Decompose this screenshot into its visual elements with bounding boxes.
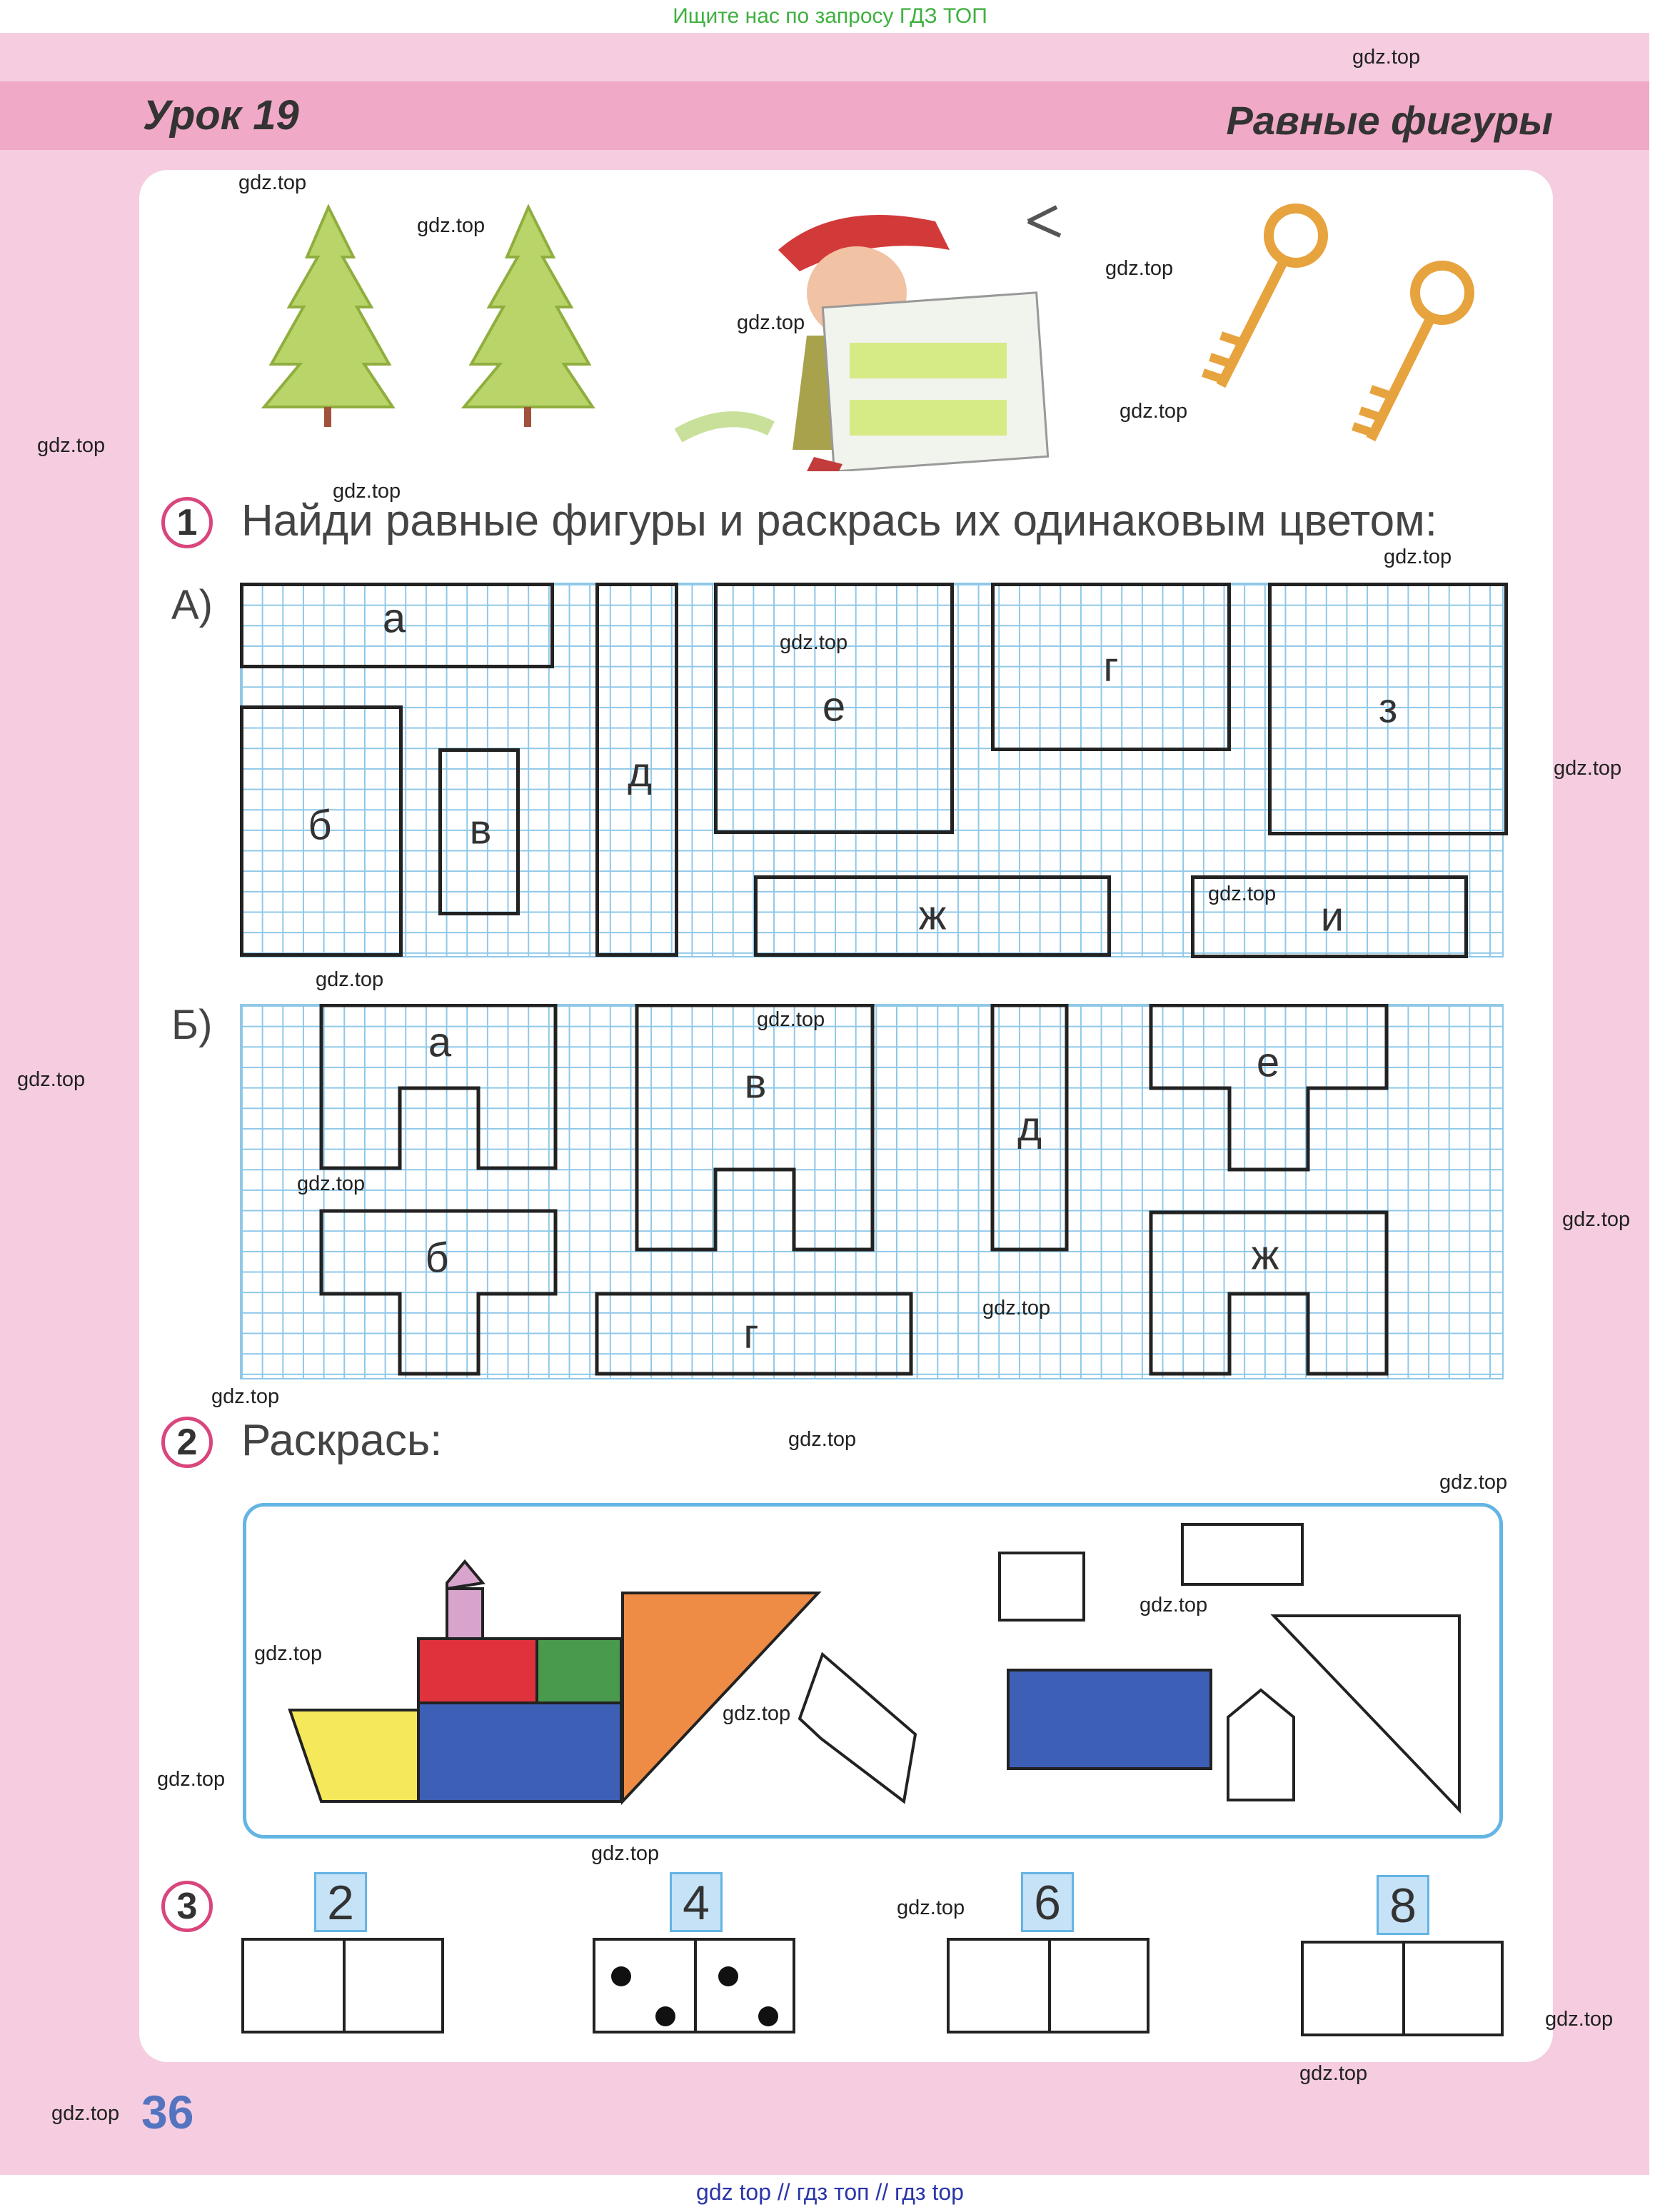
watermark: gdz.top xyxy=(254,1642,323,1665)
watermark: gdz.top xyxy=(333,480,401,503)
watermark: gdz.top xyxy=(316,968,384,991)
figure-letter: а xyxy=(428,1019,452,1066)
domino-dot xyxy=(758,2006,778,2026)
domino-divider xyxy=(343,1941,346,2031)
watermark: gdz.top xyxy=(788,1428,857,1451)
figure-letter: е xyxy=(822,683,846,730)
fir-tree-icon xyxy=(464,207,593,427)
domino-tile[interactable] xyxy=(947,1938,1150,2033)
watermark: gdz.top xyxy=(238,171,307,194)
figure-letter: а xyxy=(382,595,406,642)
top-banner: Ищите нас по запросу ГДЗ ТОП xyxy=(673,4,987,28)
watermark: gdz.top xyxy=(1352,46,1421,69)
lesson-title: Урок 19 xyxy=(143,92,299,139)
pentagon-outline xyxy=(1228,1690,1294,1800)
bottom-banner: gdz top // гдз топ // гдз top xyxy=(696,2179,964,2205)
domino-dot xyxy=(718,1966,738,1986)
figure-letter: г xyxy=(743,1310,759,1357)
watermark: gdz.top xyxy=(723,1702,791,1725)
watermark: gdz.top xyxy=(591,1842,660,1865)
coloring-shapes xyxy=(243,1503,1503,1839)
task-number-1: 1 xyxy=(161,497,213,548)
gnome-tailor-icon xyxy=(678,207,1060,471)
watermark: gdz.top xyxy=(1545,2008,1614,2031)
watermark: gdz.top xyxy=(211,1385,280,1408)
watermark: gdz.top xyxy=(1554,757,1622,780)
figure-b-e xyxy=(1151,1005,1387,1170)
rectangle-outline xyxy=(1182,1524,1302,1584)
domino-dot xyxy=(655,2006,675,2026)
watermark: gdz.top xyxy=(1208,883,1277,905)
watermark: gdz.top xyxy=(37,434,106,457)
yellow-trapezoid xyxy=(290,1710,418,1801)
watermark: gdz.top xyxy=(51,2102,120,2125)
watermark: gdz.top xyxy=(1120,400,1188,423)
triangle-outline xyxy=(1274,1616,1459,1810)
domino-divider xyxy=(1402,1944,1405,2033)
domino-divider xyxy=(1048,1941,1051,2031)
figure-letter: в xyxy=(469,806,492,853)
watermark: gdz.top xyxy=(897,1896,965,1919)
part-b-label: Б) xyxy=(171,1002,213,1048)
task-1-instruction: Найди равные фигуры и раскрась их одинаковым цветом: xyxy=(241,496,1437,546)
watermark: gdz.top xyxy=(297,1172,366,1195)
number-badge: 4 xyxy=(670,1872,723,1932)
watermark: gdz.top xyxy=(1384,546,1452,568)
number-badge: 8 xyxy=(1377,1875,1429,1935)
page-number: 36 xyxy=(141,2086,194,2138)
figure-letter: д xyxy=(1017,1103,1042,1150)
figure-letter: г xyxy=(1103,643,1119,690)
number-badge: 6 xyxy=(1021,1872,1074,1932)
domino-tile[interactable] xyxy=(593,1938,795,2033)
green-square xyxy=(537,1639,621,1703)
watermark: gdz.top xyxy=(1105,257,1174,280)
blue-rectangle-ship xyxy=(418,1703,621,1801)
blue-rectangle xyxy=(1008,1670,1211,1769)
part-a-label: А) xyxy=(171,582,213,628)
figure-letter: ж xyxy=(918,892,947,939)
square-outline xyxy=(1000,1553,1084,1620)
figure-letter: б xyxy=(425,1235,449,1282)
figure-letter: д xyxy=(628,749,652,796)
watermark: gdz.top xyxy=(757,1008,825,1031)
watermark: gdz.top xyxy=(1439,1471,1508,1494)
red-rectangle xyxy=(418,1639,537,1703)
task-number-3: 3 xyxy=(161,1881,213,1932)
watermark: gdz.top xyxy=(1299,2062,1368,2085)
domino-tile[interactable] xyxy=(241,1938,444,2033)
watermark: gdz.top xyxy=(417,214,486,237)
topic-title: Равные фигуры xyxy=(1226,98,1553,143)
fir-tree-icon xyxy=(264,207,393,427)
watermark: gdz.top xyxy=(1140,1594,1208,1617)
figure-letter: е xyxy=(1256,1039,1280,1086)
watermark: gdz.top xyxy=(157,1768,226,1791)
figure-letter: ж xyxy=(1251,1232,1279,1279)
watermark: gdz.top xyxy=(982,1297,1051,1319)
figure-letter: з xyxy=(1378,685,1398,732)
watermark: gdz.top xyxy=(737,311,805,334)
figure-b-v xyxy=(637,1005,872,1250)
watermark: gdz.top xyxy=(1562,1208,1631,1231)
watermark: gdz.top xyxy=(780,631,848,654)
key-icon xyxy=(1203,208,1323,386)
domino-tile[interactable] xyxy=(1301,1941,1504,2036)
key-icon xyxy=(1353,266,1469,439)
watermark: gdz.top xyxy=(17,1068,86,1091)
figure-letter: б xyxy=(308,802,332,849)
domino-dot xyxy=(611,1966,631,1986)
rhombus-outline xyxy=(800,1654,915,1801)
pink-pentagon xyxy=(447,1562,483,1639)
task-number-2: 2 xyxy=(161,1417,213,1468)
figure-letter: в xyxy=(744,1060,767,1107)
task-2-instruction: Раскрась: xyxy=(241,1416,443,1465)
figure-letter: и xyxy=(1320,893,1344,940)
number-badge: 2 xyxy=(314,1872,367,1932)
orange-triangle xyxy=(623,1593,818,1801)
domino-divider xyxy=(694,1941,697,2031)
